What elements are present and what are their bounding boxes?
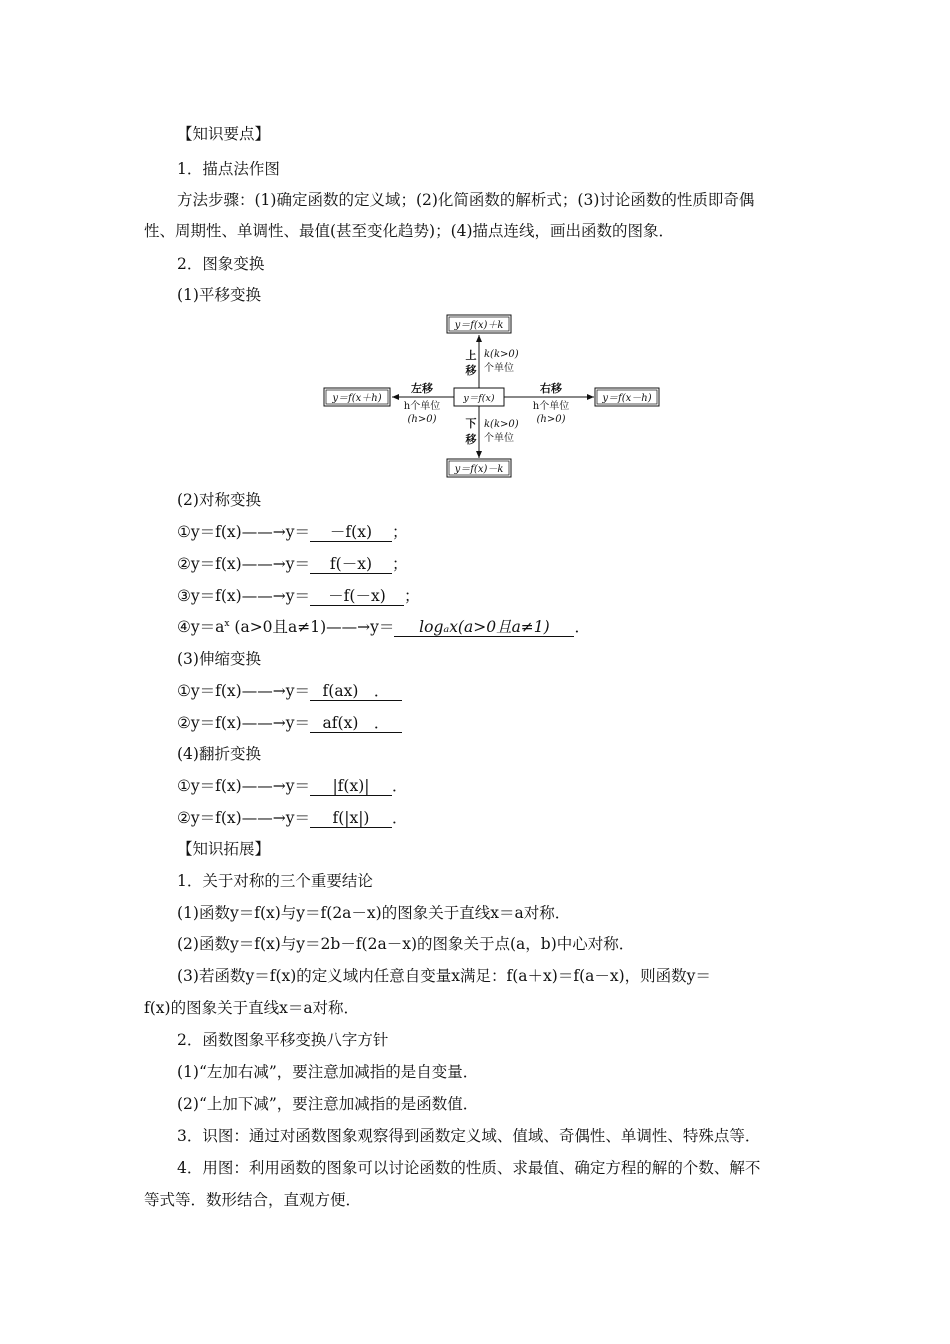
symmetry-item-3-prefix: ③y＝f(x)——→y＝ [177,587,310,605]
stretch-item-2-prefix: ②y＝f(x)——→y＝ [177,714,310,732]
top-box-label: y＝f(x)＋k [454,320,504,331]
extension-section-1-item-3-line-2: f(x)的图象关于直线x＝a对称． [144,999,360,1017]
extension-section-2-item-1: (1)“左加右减”，要注意加减指的是自变量． [177,1063,479,1081]
right-box-label: y＝f(x－h) [602,393,652,404]
symmetry-item-1-answer: －f(x) [310,523,392,542]
flip-item-2 [177,808,407,828]
left-condition-1: h个单位 [403,401,441,412]
symmetry-item-2 [177,554,407,574]
center-box-label: y＝f(x) [463,393,495,404]
flip-item-1-answer: |f(x)| [310,777,392,796]
bottom-box-label: y＝f(x)－k [454,464,504,475]
symmetry-item-4-prefix-b: (a>0且a≠1)——→y＝ [229,618,395,636]
symmetry-item-1 [177,522,407,542]
stretch-title: (3)伸缩变换 [177,650,261,668]
section-1-paragraph-line-1: 方法步骤：(1)确定函数的定义域；(2)化简函数的解析式；(3)讨论函数的性质即奇偶 [177,191,755,209]
symmetry-item-4-prefix-a: ④y＝a [177,618,225,636]
symmetry-item-4-suffix: ． [574,618,590,636]
extension-section-1-item-1: (1)函数y＝f(x)与y＝f(2a－x)的图象关于直线x＝a对称． [177,904,571,922]
right-condition-2: (h>0) [536,414,566,425]
extension-section-1-title: 1．关于对称的三个重要结论 [177,872,373,890]
flip-item-1-prefix: ①y＝f(x)——→y＝ [177,777,310,795]
symmetry-item-1-suffix: ； [391,523,408,541]
symmetry-item-2-answer: f(－x) [310,555,392,574]
section-2-title: 2．图象变换 [177,255,265,273]
extension-section-1-item-3-line-1: (3)若函数y＝f(x)的定义域内任意自变量x满足：f(a＋x)＝f(a－x)，则函数y＝ [177,967,711,985]
extension-section-3: 3．识图：通过对函数图象观察得到函数定义域、值域、奇偶性、单调性、特殊点等． [177,1127,761,1145]
symmetry-item-3 [177,586,419,606]
stretch-item-1-prefix: ①y＝f(x)——→y＝ [177,682,310,700]
down-label-char-1: 下 [465,417,477,430]
section-1-title: 1．描点法作图 [177,160,280,178]
symmetry-item-4-answer: logₐx(a>0且a≠1) [394,618,574,637]
right-condition-1: h个单位 [532,401,570,412]
symmetry-item-3-answer: －f(－x) [310,587,404,606]
right-label: 右移 [540,382,562,395]
translation-title: (1)平移变换 [177,286,261,304]
stretch-item-2 [177,713,402,733]
left-condition-2: (h>0) [407,414,437,425]
up-condition-1: k(k>0) [484,349,519,360]
extension-section-4-line-2: 等式等．数形结合，直观方便． [144,1191,362,1209]
symmetry-title: (2)对称变换 [177,491,261,509]
symmetry-item-2-prefix: ②y＝f(x)——→y＝ [177,555,310,573]
symmetry-item-1-prefix: ①y＝f(x)——→y＝ [177,523,310,541]
flip-title: (4)翻折变换 [177,745,261,763]
symmetry-item-4 [177,617,590,637]
up-condition-2: 个单位 [484,363,514,374]
stretch-item-2-answer: af(x) ． [310,714,402,733]
left-box-label: y＝f(x＋h) [332,393,382,404]
down-label-char-2: 移 [465,433,477,446]
flip-item-2-prefix: ②y＝f(x)——→y＝ [177,809,310,827]
extension-section-1-item-2: (2)函数y＝f(x)与y＝2b－f(2a－x)的图象关于点(a，b)中心对称． [177,935,635,953]
down-condition-1: k(k>0) [484,419,519,430]
translation-diagram [318,312,663,482]
flip-item-2-answer: f(|x|) [310,809,392,828]
extension-section-4-line-1: 4．用图：利用函数的图象可以讨论函数的性质、求最值、确定方程的解的个数、解不 [177,1159,761,1177]
symmetry-item-4-exponent: x [224,618,230,629]
extension-section-2-title: 2．函数图象平移变换八字方针 [177,1031,389,1049]
section-1-paragraph-line-2: 性、周期性、单调性、最值(甚至变化趋势)；(4)描点连线，画出函数的图象． [144,222,675,240]
stretch-item-1 [177,681,402,701]
symmetry-item-2-suffix: ； [391,555,408,573]
flip-item-1-suffix: ． [391,777,408,795]
extension-section-2-item-2: (2)“上加下减”，要注意加减指的是函数值． [177,1095,479,1113]
knowledge-points-heading: 【知识要点】 [177,125,271,143]
stretch-item-1-answer: f(ax) ． [310,682,402,701]
flip-item-2-suffix: ． [391,809,408,827]
up-label-char-2: 移 [465,364,477,377]
extension-heading: 【知识拓展】 [177,840,271,858]
left-label: 左移 [411,382,433,395]
up-label-char-1: 上 [465,349,477,362]
down-condition-2: 个单位 [484,433,514,444]
flip-item-1 [177,776,407,796]
symmetry-item-3-suffix: ； [403,587,420,605]
